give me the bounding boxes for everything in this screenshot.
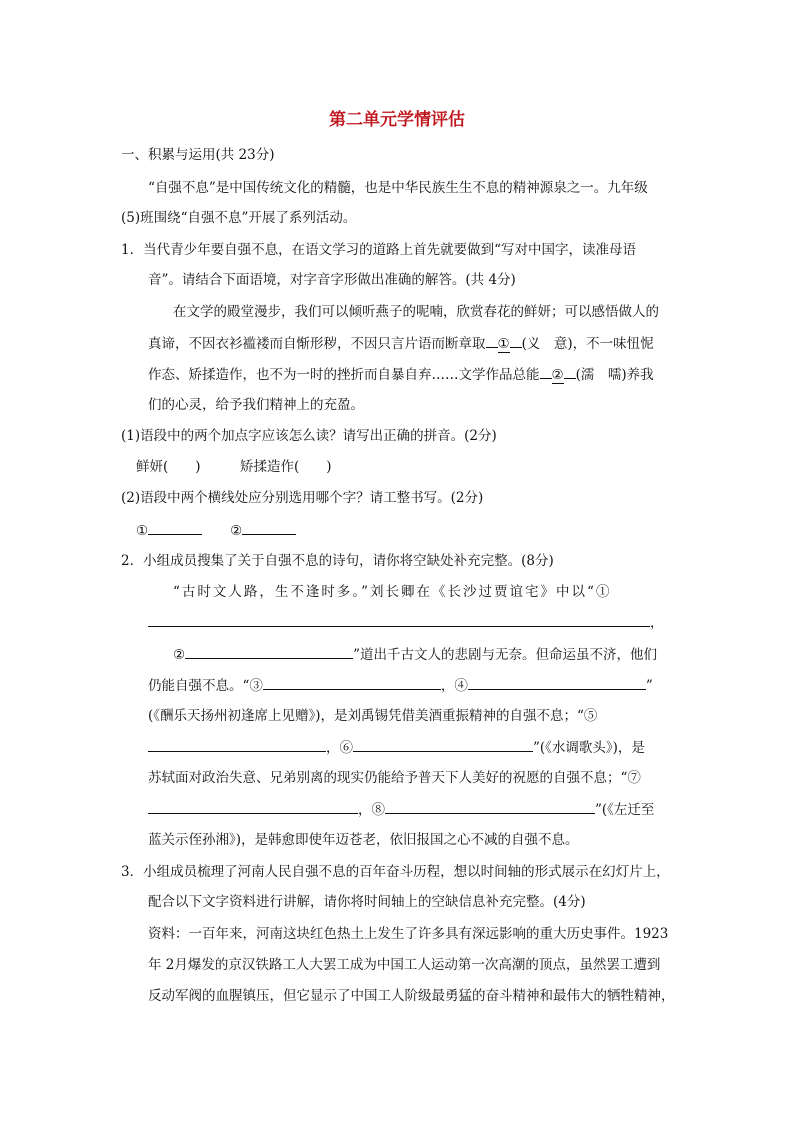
blank-underline bbox=[510, 333, 522, 348]
q1-passage-line-4: 们的心灵，给予我们精神上的充盈。 bbox=[148, 397, 364, 413]
q1-sub-question-2: (2)语段中两个横线处应分别选用哪个字？请工整书写。(2分) bbox=[121, 490, 484, 506]
q1-passage-line-1: 在文学的殿堂漫步，我们可以倾听燕子的呢喃，欣赏春花的鲜妍；可以感悟做人的 bbox=[173, 304, 659, 320]
q1-passage-text: 作态、矫揉造作，也不为一时的挫折而自暴自弃……文学作品总能 bbox=[148, 367, 540, 383]
blank-underline bbox=[540, 364, 552, 379]
q2-passage-line-3 bbox=[173, 644, 657, 665]
page-title: 第二单元学情评估 bbox=[329, 110, 465, 130]
q1-stem-line-2: 音”。请结合下面语境，对字音字形做出准确的解答。(共 4分) bbox=[148, 272, 516, 288]
q1-passage-line-3 bbox=[148, 364, 654, 385]
answer-blank-8[interactable] bbox=[385, 799, 595, 814]
q2-passage-line-6 bbox=[148, 737, 645, 758]
answer-blank-5[interactable] bbox=[148, 737, 326, 752]
q2-passage-line-1: “古时文人路，生不逢时多。”刘长卿在《长沙过贾谊宅》中以“① bbox=[173, 584, 612, 600]
q1-blank-2-label: ② bbox=[551, 367, 564, 383]
q2-label-8: ，⑧ bbox=[358, 802, 385, 818]
q2-passage-line-5: (《酬乐天扬州初逢席上见赠》)，是刘禹锡凭借美酒重振精神的自强不息；“⑤ bbox=[148, 708, 598, 724]
q2-passage-text: ”(《水调歌头》)，是 bbox=[533, 740, 645, 756]
q1-sub-question-1: (1)语段中的两个加点字应该怎么读？请写出正确的拼音。(2分) bbox=[121, 428, 497, 444]
q2-stem: 2．小组成员搜集了关于自强不息的诗句，请你将空缺处补充完整。(8分) bbox=[121, 553, 554, 569]
q2-passage-text: ”(《左迁至 bbox=[595, 802, 655, 818]
q3-material-line-3: 反动军阀的血腥镇压，但它显示了中国工人阶级最勇猛的奋斗精神和最伟大的牺牲精神， bbox=[148, 988, 675, 1004]
answer-blank-6[interactable] bbox=[353, 737, 533, 752]
q3-material-line-1: 资料：一百年来，河南这块红色热土上发生了许多具有深远影响的重大历史事件。1923 bbox=[148, 926, 669, 942]
q1-passage-text: (濡 嚅)养我 bbox=[575, 367, 654, 383]
q1-passage-text: (义 意)，不一味忸怩 bbox=[521, 336, 654, 352]
q2-passage-line-8 bbox=[148, 799, 654, 820]
q1-passage-text: 真谛，不因衣衫褴褛而自惭形秽，不因只言片语而断章取 bbox=[148, 336, 486, 352]
q1-sub2-label-b: ② bbox=[230, 523, 243, 539]
section-heading: 一、积累与运用(共 23分) bbox=[121, 147, 275, 163]
answer-blank-7[interactable] bbox=[148, 799, 358, 814]
intro-line-2: (5)班围绕“自强不息”开展了系列活动。 bbox=[121, 210, 357, 226]
q2-comma: ， bbox=[650, 615, 664, 631]
q2-label-4: ，④ bbox=[440, 678, 468, 694]
q1-blank-1-label: ① bbox=[497, 336, 510, 352]
answer-blank-a[interactable] bbox=[148, 520, 202, 535]
blank-underline bbox=[486, 333, 498, 348]
q2-label-2: ② bbox=[173, 647, 186, 663]
answer-blank-b[interactable] bbox=[242, 520, 296, 535]
q1-passage-line-2 bbox=[148, 333, 654, 354]
q2-passage-text: ”道出千古文人的悲剧与无奈。但命运虽不济，他们 bbox=[353, 647, 658, 663]
q2-label-3: 仍能自强不息。“③ bbox=[148, 678, 263, 694]
answer-blank-1[interactable] bbox=[148, 612, 650, 627]
q1-sub1-answer-b: 矫揉造作( ) bbox=[240, 459, 332, 475]
q1-stem-line-1: 1．当代青少年要自强不息，在语文学习的道路上首先就要做到“写对中国字，读准母语 bbox=[121, 242, 636, 258]
q3-stem-line-1: 3．小组成员梳理了河南人民自强不息的百年奋斗历程，想以时间轴的形式展示在幻灯片上， bbox=[121, 864, 670, 880]
answer-blank-2[interactable] bbox=[185, 644, 353, 659]
q2-passage-line-9: 蓝关示侄孙湘》)，是韩愈即使年迈苍老，依旧报国之心不减的自强不息。 bbox=[148, 832, 579, 848]
q2-passage-line-2 bbox=[148, 612, 664, 633]
q3-stem-line-2: 配合以下文字资料进行讲解，请你将时间轴上的空缺信息补充完整。(4分) bbox=[148, 894, 586, 910]
q2-passage-line-4 bbox=[148, 675, 653, 696]
q3-material-line-2: 年 2月爆发的京汉铁路工人大罢工成为中国工人运动第一次高潮的顶点，虽然罢工遭到 bbox=[148, 957, 661, 973]
q1-sub1-answer-a: 鲜妍( ) bbox=[136, 459, 201, 475]
q1-sub2-label-a: ① bbox=[136, 523, 149, 539]
blank-underline bbox=[564, 364, 576, 379]
answer-blank-4[interactable] bbox=[468, 675, 646, 690]
q2-passage-line-7: 苏轼面对政治失意、兄弟别离的现实仍能给予普天下人美好的祝愿的自强不息；“⑦ bbox=[148, 770, 641, 786]
intro-line-1: “自强不息”是中国传统文化的精髓，也是中华民族生生不息的精神源泉之一。九年级 bbox=[148, 180, 648, 196]
q2-label-6: ，⑥ bbox=[326, 740, 353, 756]
q2-quote-close: ” bbox=[645, 678, 653, 694]
answer-blank-3[interactable] bbox=[263, 675, 441, 690]
q1-sub2-answer-line bbox=[136, 520, 296, 541]
